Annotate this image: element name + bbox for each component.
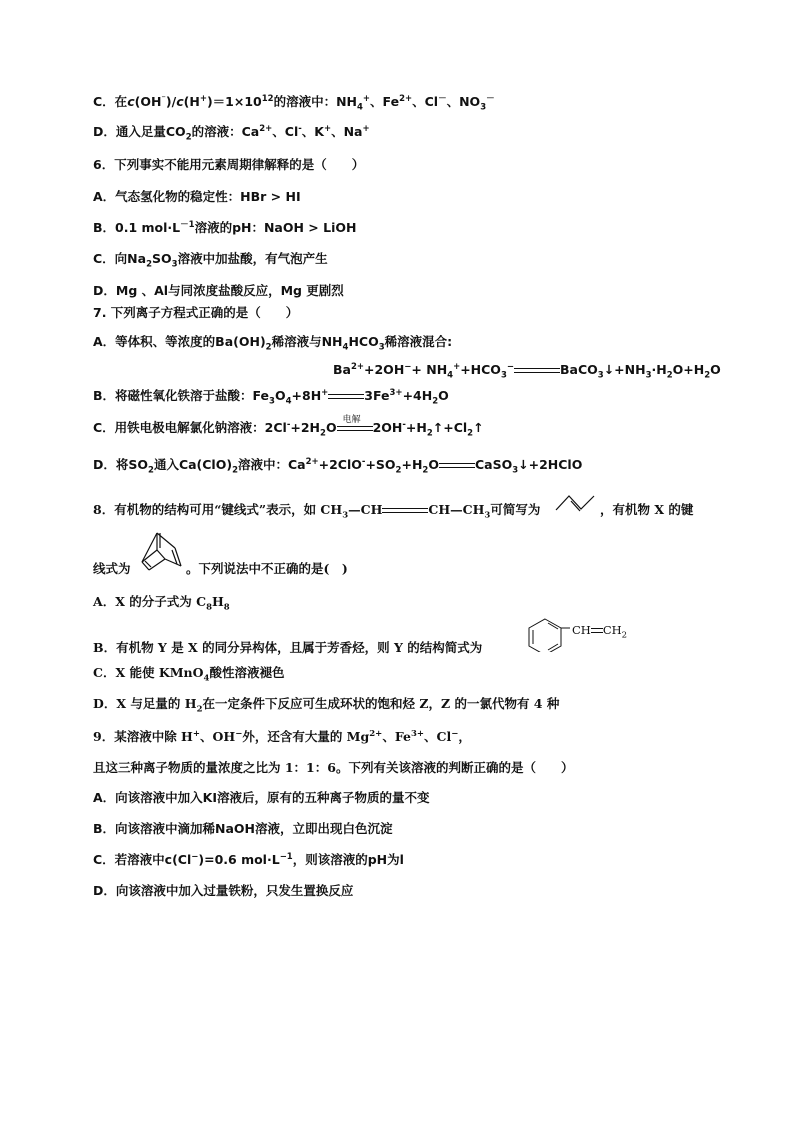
q7-option-d: D．将$SO_2$通入$Ca(ClO)_2$溶液中：$Ca^{2+}+2ClO^-+SO_2+H_2O$ CaSO$_3$↓+2HClO [93, 456, 583, 476]
barrelene-skeletal-icon [135, 530, 187, 574]
q8-option-d: D．X 与足量的 $H_2$在一定条件下反应可生成环状的饱和烃 Z，Z 的一氯代物有 4 种 [93, 696, 560, 715]
equals-sign-electrolysis: 电解 [337, 424, 373, 434]
q9-option-c: C．若溶液中c(Cl−)=0.6 $mol\cdot L^{-1}$，则该溶液的pH为l [93, 851, 404, 867]
q6-option-a: A．气态氢化物的稳定性：HBr > HI [93, 189, 301, 204]
q9-option-d: D．向该溶液中加入过量铁粉，只发生置换反应 [93, 883, 354, 898]
q7-option-c: C．用铁电极电解氯化钠溶液：$2Cl^-+2H_2O$ 电解 $2OH^-+H_2↑+Cl_2↑$ [93, 414, 484, 439]
q7-option-b: B．将磁性氧化铁溶于盐酸：$Fe_3O_4+8H^+$ $3Fe^{3+}+4H_2O$ [93, 387, 449, 407]
q9-option-b: B．向该溶液中滴加稀NaOH溶液，立即出现白色沉淀 [93, 821, 393, 836]
double-bond-sign [382, 506, 428, 516]
benzene-ring-icon [522, 616, 572, 652]
q8-option-a: A．X 的分子式为 $C_8H_8$ [93, 594, 230, 613]
q8-stem: 8．有机物的结构可用“键线式”表示，如 $CH_3—CH$ $CH—CH_3$可简写为 [93, 502, 541, 521]
q9-stem: 9．某溶液中除 H+、OH−外，还含有大量的 $Mg^{2+}$、$Fe^{3+}$、Cl−， [93, 728, 471, 744]
q5-option-c: C．在$c(OH^{^-})/c(H^+)=1\times 10^{12}$的溶液中：$NH_4^+$、$Fe^{2+}$、Cl－、$NO_3^-$ [93, 93, 495, 113]
q5-option-d: D．通入足量$CO_2$的溶液：$Ca^{2+}$、Cl-、K+、Na+ [93, 123, 370, 143]
q6-option-d: D．Mg 、Al与同浓度盐酸反应，Mg 更剧烈 [93, 283, 344, 298]
q7-option-a-equation: $Ba^{2+}+2OH^-+ NH_4^++HCO_3^-$ $BaCO_3↓+NH_3\cdot H_2O+H_2O$ [333, 361, 721, 381]
q8-stem-end: ，有机物 X 的键 [600, 502, 694, 517]
q6-option-c: C．向$Na_2SO_3$溶液中加盐酸，有气泡产生 [93, 251, 328, 270]
q6-stem: 6．下列事实不能用元素周期律解释的是（ ） [93, 157, 365, 172]
q9-stem2: 且这三种离子物质的量浓度之比为 1：1：6。下列有关该溶液的判断正确的是（ ） [93, 760, 574, 775]
q6-option-b: B．0.1 $mol\cdot L^{-1}$溶液的pH：NaOH > LiOH [93, 219, 357, 235]
q7-option-a: A．等体积、等浓度的$Ba(OH)_2$稀溶液与$NH_4HCO_3$稀溶液混合: [93, 334, 453, 353]
q8-stem2-b: 。下列说法中不正确的是( ) [186, 561, 348, 576]
vinyl-group-label: CH $CH_2$ [572, 623, 628, 641]
equals-sign [328, 392, 364, 402]
double-bond-sign [591, 626, 603, 636]
q8-option-c: C．X 能使 KMnO$_4$酸性溶液褪色 [93, 665, 285, 684]
q7-stem: 7. 下列离子方程式正确的是（ ） [93, 305, 299, 320]
q8-stem2-a: 线式为 [93, 561, 131, 576]
q9-option-a: A．向该溶液中加入KI溶液后，原有的五种离子物质的量不变 [93, 790, 430, 805]
equals-sign [514, 366, 560, 376]
q8-option-b: B．有机物 Y 是 X 的同分异构体，且属于芳香烃，则 Y 的结构简式为 [93, 640, 483, 655]
equals-sign [439, 461, 475, 471]
butene-skeletal-icon [553, 492, 597, 514]
